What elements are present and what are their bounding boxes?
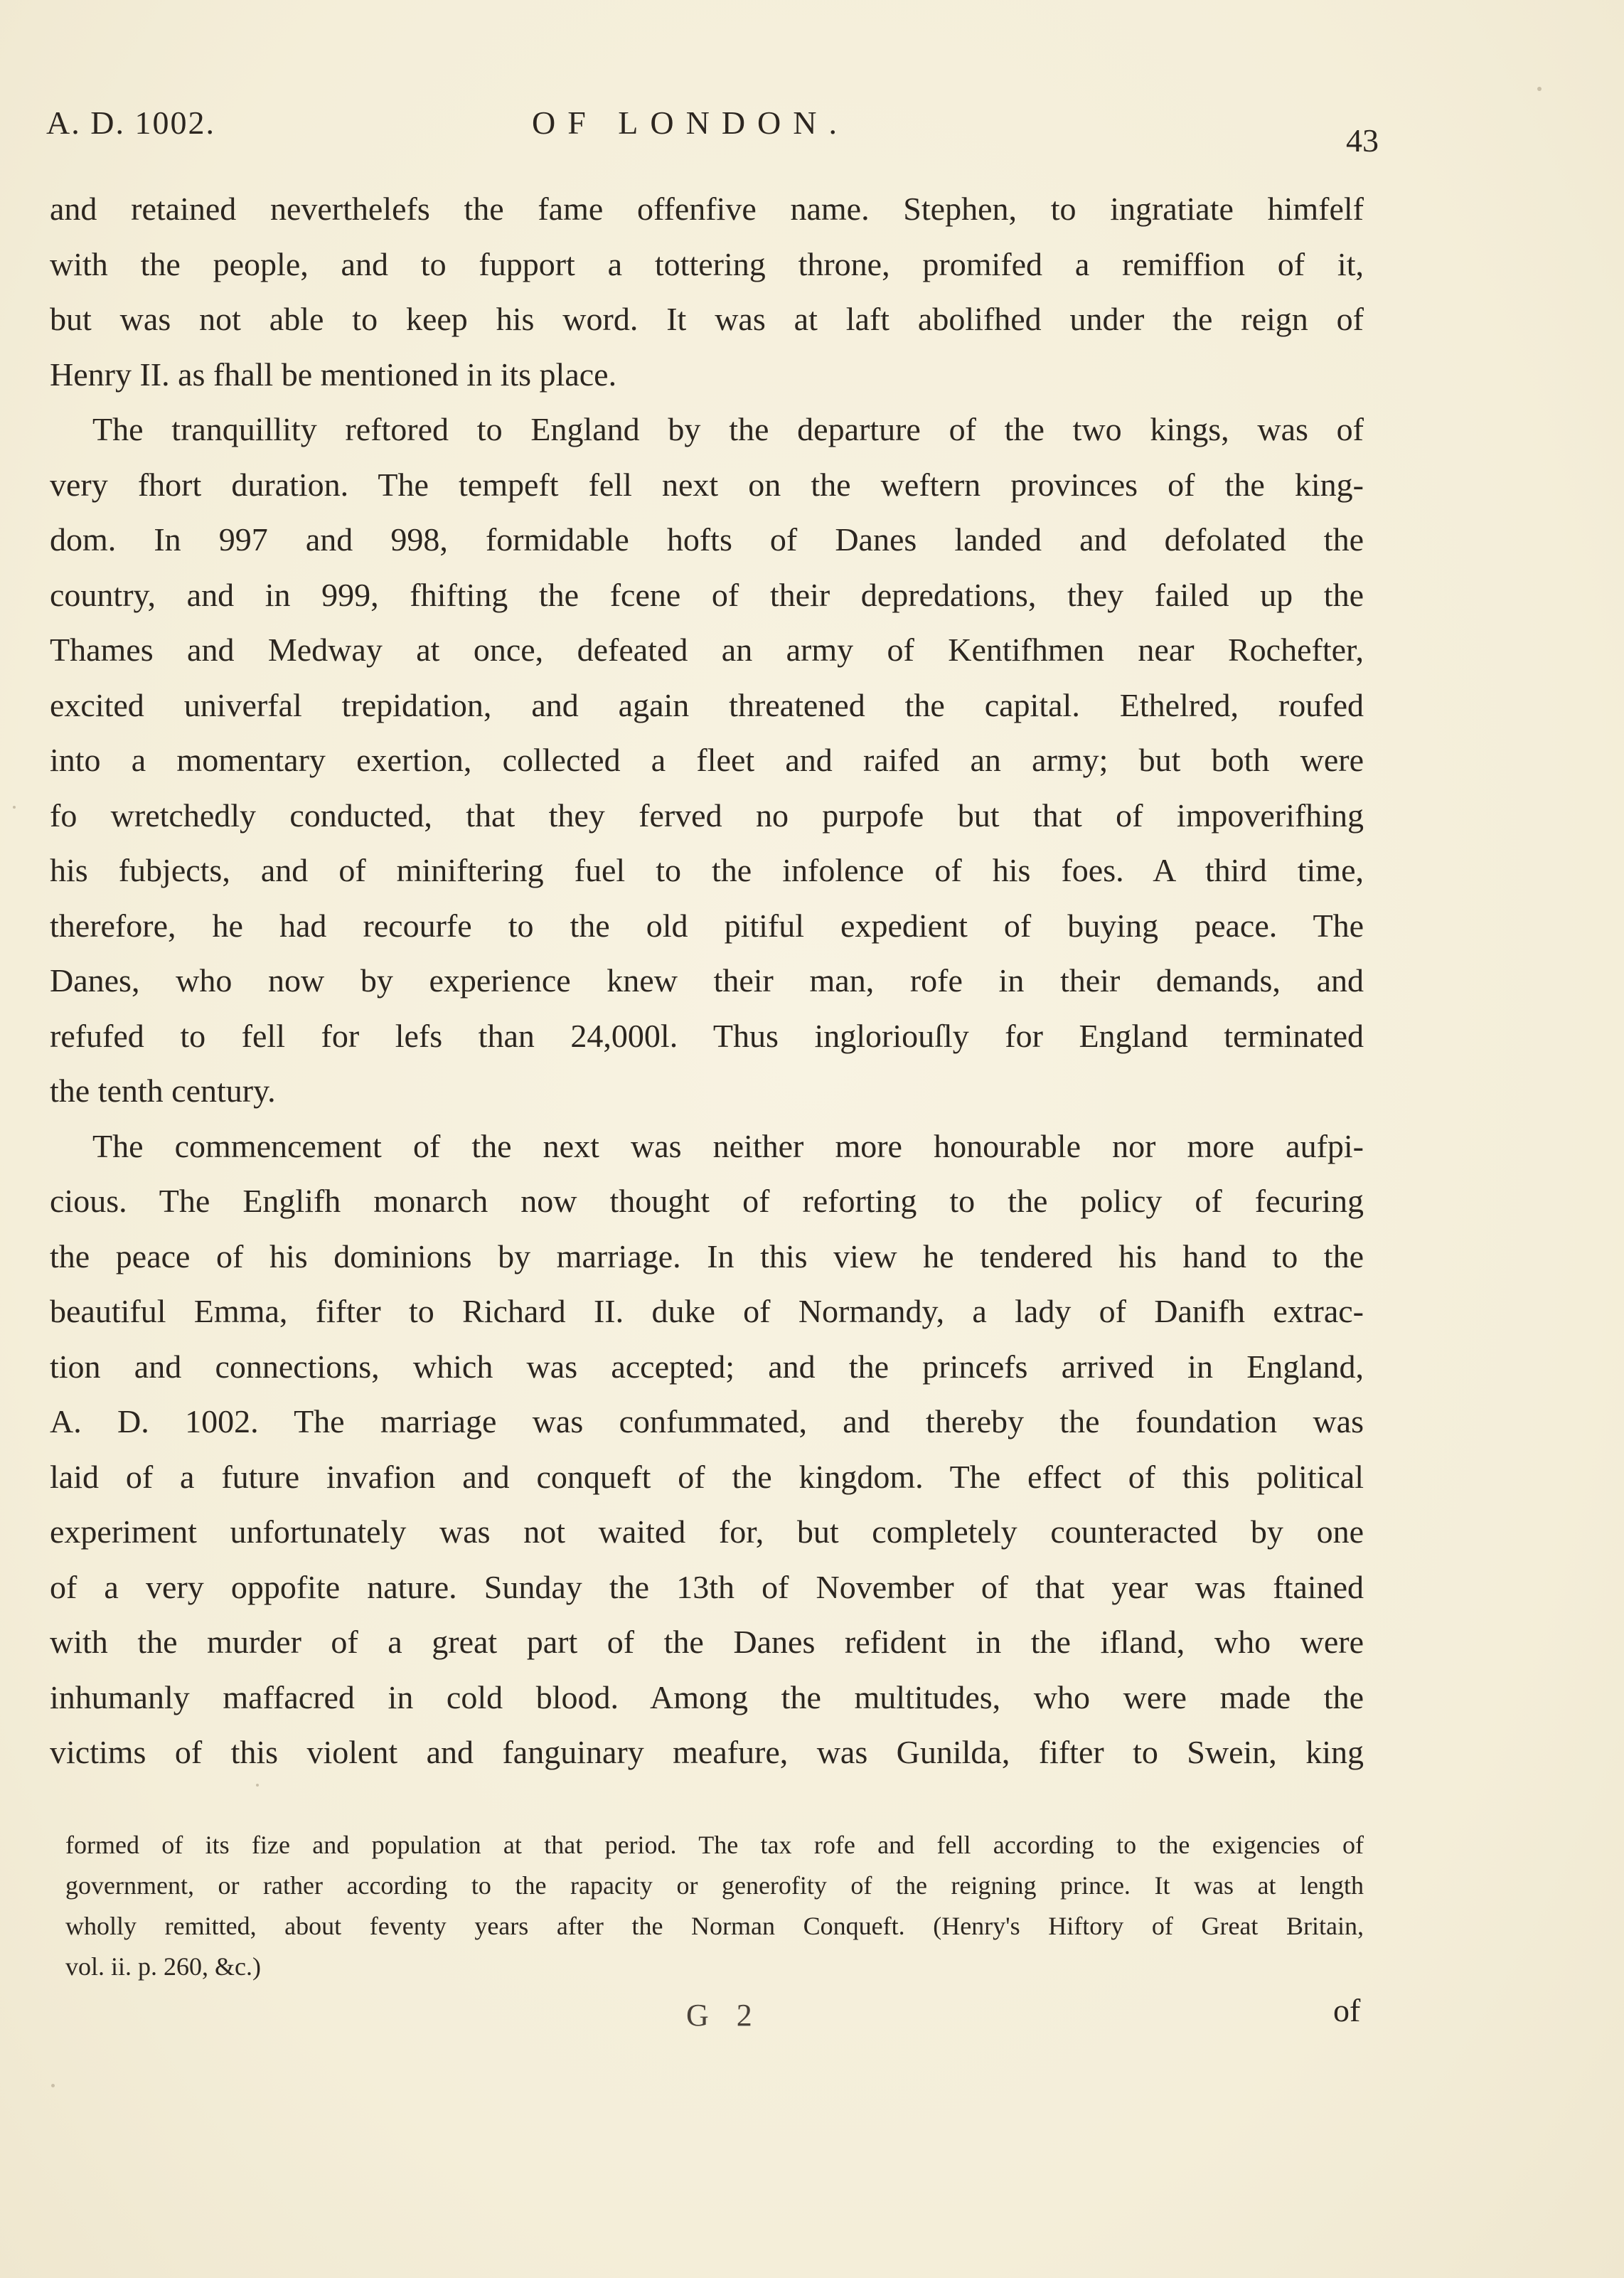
text-line: beautiful Emma, fifter to Richard II. duke of Normandy, a lady of Danifh extrac-	[50, 1293, 1364, 1329]
text-line: A. D. 1002. The marriage was confummated, and thereby the foundation was	[50, 1403, 1364, 1439]
text-line: excited univerfal trepidation, and again threatened the capital. Ethelred, roufed	[50, 686, 1364, 723]
text-line: with the murder of a great part of the Danes refident in the ifland, who were	[50, 1624, 1364, 1660]
text-line: dom. In 997 and 998, formidable hofts of Danes landed and defolated the	[50, 521, 1364, 558]
text-line: into a momentary exertion, collected a fleet and raifed an army; but both were	[50, 742, 1364, 778]
catchword: of	[1333, 1992, 1361, 2028]
page-number: 43	[1346, 122, 1379, 159]
text-line: Danes, who now by experience knew their man, rofe in their demands, and	[50, 962, 1364, 999]
paper-speck	[51, 2084, 55, 2087]
footnote-line: government, or rather according to the rapacity or generofity of the reigning prince. It was at length	[65, 1871, 1364, 1900]
text-line: The commencement of the next was neither more honourable nor more aufpi-	[92, 1127, 1364, 1164]
footnote-line: vol. ii. p. 260, &c.)	[65, 1952, 261, 1981]
main-text	[50, 181, 1364, 1780]
text-line: but was not able to keep his word. It was at laft abolifhed under the reign of	[50, 301, 1364, 337]
text-line: victims of this violent and fanguinary meafure, was Gunilda, fifter to Swein, king	[50, 1734, 1364, 1770]
running-head-title: OF LONDON.	[532, 105, 849, 141]
footnote-line: wholly remitted, about feventy years after the Norman Conqueft. (Henry's Hiftory of Great Britain,	[65, 1912, 1364, 1940]
running-head-date: A. D. 1002.	[46, 105, 215, 141]
text-line: fo wretchedly conducted, that they ferved no purpofe but that of impoverifhing	[50, 797, 1364, 834]
text-line: experiment unfortunately was not waited for, but completely counteracted by one	[50, 1513, 1364, 1550]
signature-mark: G 2	[686, 1998, 762, 2033]
text-line: laid of a future invafion and conqueft of the kingdom. The effect of this political	[50, 1458, 1364, 1495]
paper-speck	[256, 1784, 259, 1787]
text-line: country, and in 999, fhifting the fcene of their depredations, they failed up the	[50, 576, 1364, 613]
text-line: the tenth century.	[50, 1073, 276, 1109]
paper-speck	[1537, 87, 1542, 91]
footnote-line: formed of its fize and population at that period. The tax rofe and fell according to the exigencies of	[65, 1831, 1364, 1859]
text-line: Thames and Medway at once, defeated an army of Kentifhmen near Rochefter,	[50, 632, 1364, 668]
text-line: with the people, and to fupport a tottering throne, promifed a remiffion of it,	[50, 245, 1364, 282]
text-line: therefore, he had recourfe to the old pitiful expedient of buying peace. The	[50, 907, 1364, 944]
footnote	[65, 1825, 1364, 1987]
text-line: cious. The Englifh monarch now thought of reforting to the policy of fecuring	[50, 1183, 1364, 1219]
paper-speck	[13, 806, 16, 809]
text-line: of a very oppofite nature. Sunday the 13th of November of that year was ftained	[50, 1568, 1364, 1605]
text-line: Henry II. as fhall be mentioned in its place.	[50, 356, 617, 393]
text-line: and retained neverthelefs the fame offenfive name. Stephen, to ingratiate himfelf	[50, 191, 1364, 227]
text-line: The tranquillity reftored to England by the departure of the two kings, was of	[92, 411, 1364, 447]
text-line: his fubjects, and of miniftering fuel to the infolence of his foes. A third time,	[50, 852, 1364, 888]
text-line: inhumanly maffacred in cold blood. Among the multitudes, who were made the	[50, 1678, 1364, 1715]
text-line: very fhort duration. The tempeft fell next on the weftern provinces of the king-	[50, 466, 1364, 503]
text-line: tion and connections, which was accepted; and the princefs arrived in England,	[50, 1348, 1364, 1385]
text-line: the peace of his dominions by marriage. In this view he tendered his hand to the	[50, 1238, 1364, 1274]
text-line: refufed to fell for lefs than 24,000l. Thus ingloriouſly for England terminated	[50, 1017, 1364, 1054]
